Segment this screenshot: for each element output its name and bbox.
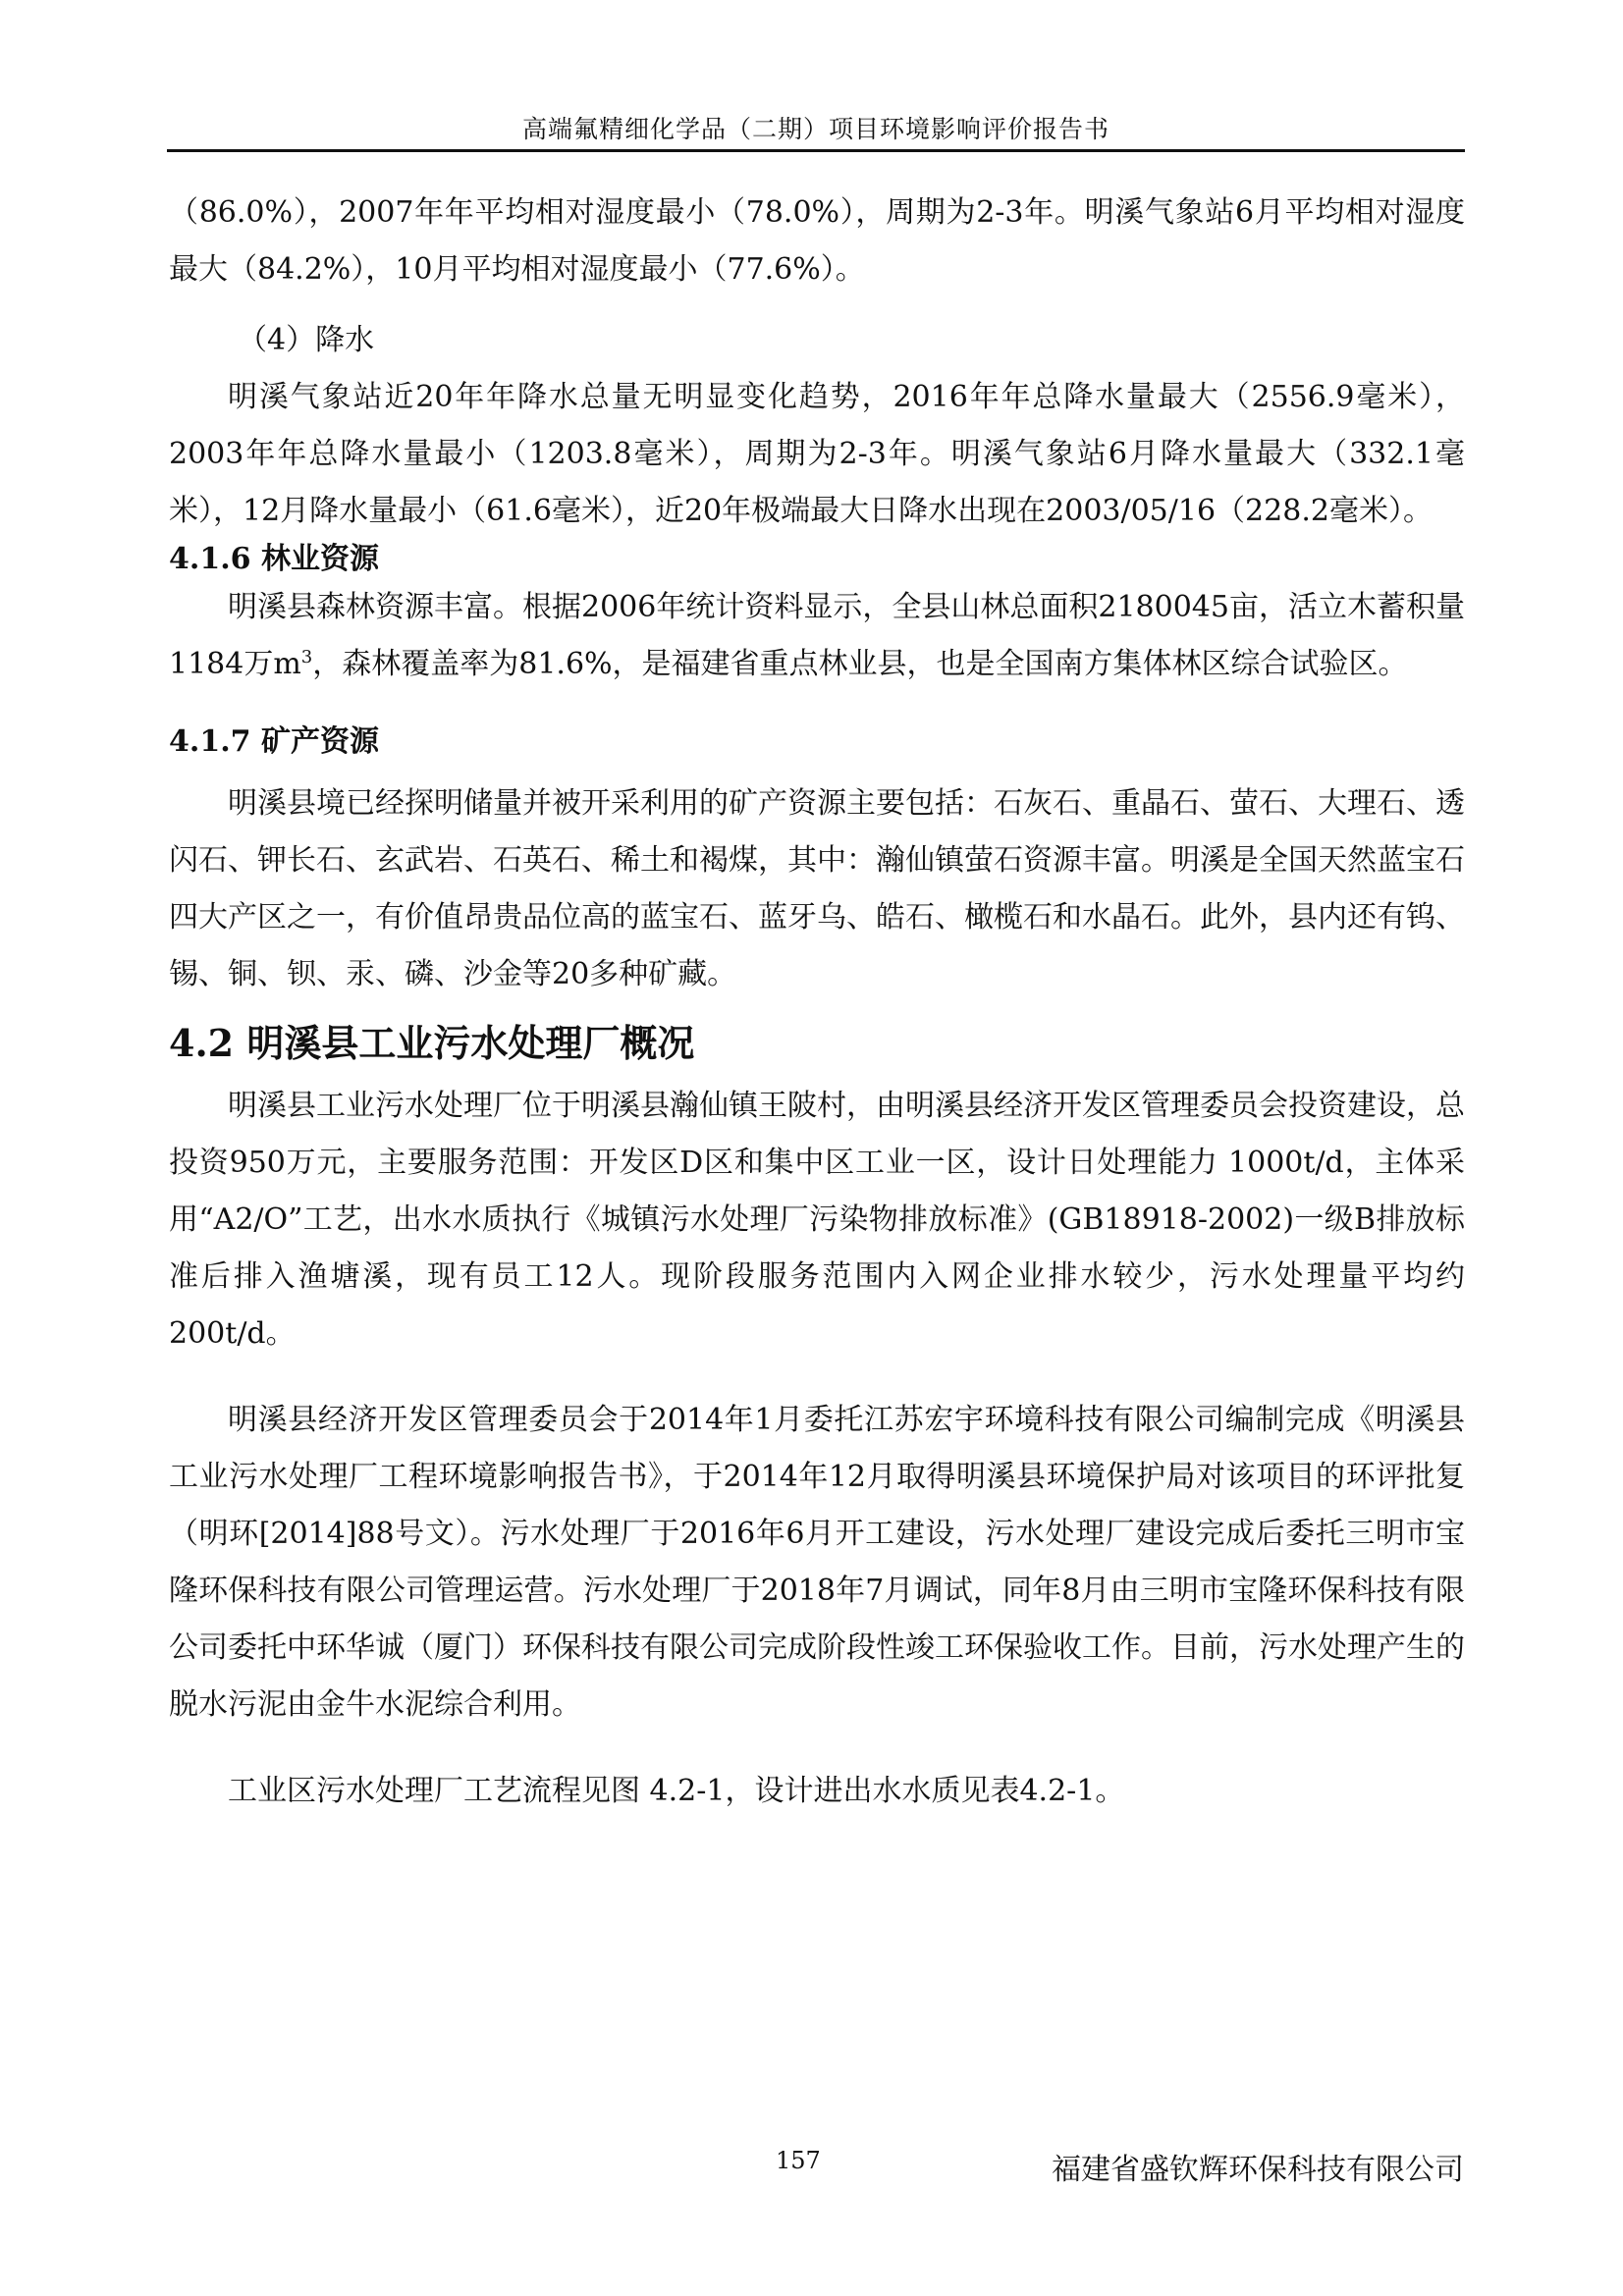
item-precipitation-heading: （4）降水 (238, 323, 375, 357)
paragraph-humidity: （86.0%），2007年年平均相对湿度最小（78.0%），周期为2-3年。明溪气象站6月平均相对湿度最大（84.2%），10月平均相对湿度最小（77.6%）。 (169, 195, 1465, 287)
page-header-title: 高端氟精细化学品（二期）项目环境影响评价报告书 (521, 115, 1109, 143)
forestry-text-part-2: ，森林覆盖率为81.6%，是福建省重点林业县，也是全国南方集体林区综合试验区。 (312, 647, 1408, 681)
section-heading-4-1-7: 4.1.7 矿产资源 (169, 724, 379, 759)
page-number: 157 (776, 2147, 821, 2174)
header-divider (167, 149, 1465, 152)
forestry-text-part-1: 明溪县森林资源丰富。根据2006年统计资料显示，全县山林总面积2180045亩，活立木蓄积量1184万m (169, 590, 1465, 681)
paragraph-forestry (169, 579, 1465, 693)
paragraph-process-reference: 工业区污水处理厂工艺流程见图 4.2-1，设计进出水水质见表4.2-1。 (228, 1774, 1125, 1808)
section-heading-4-2: 4.2 明溪县工业污水处理厂概况 (169, 1021, 695, 1065)
paragraph-minerals: 明溪县境已经探明储量并被开采利用的矿产资源主要包括：石灰石、重晶石、萤石、大理石、透闪石、钾长石、玄武岩、石英石、稀土和褐煤，其中：瀚仙镇萤石资源丰富。明溪是全国天然蓝宝石四大产区之一，有价值昂贵品位高的蓝宝石、蓝牙乌、皓石、橄榄石和水晶石。此外，县内还有钨、锡、铜、钡、汞、磷、沙金等20多种矿藏。 (169, 786, 1465, 991)
footer-company: 福建省盛钦辉环保科技有限公司 (1052, 2153, 1464, 2187)
forestry-superscript: 3 (300, 647, 313, 667)
document-body (169, 185, 1465, 1820)
paragraph-precipitation: 明溪气象站近20年年降水总量无明显变化趋势，2016年年总降水量最大（2556.9毫米），2003年年总降水量最小（1203.8毫米），周期为2-3年。明溪气象站6月降水量最大（332.1毫米），12月降水量最小（61.6毫米），近20年极端最大日降水出现在2003/05/16（228.2毫米）。 (169, 380, 1465, 528)
section-heading-4-1-6: 4.1.6 林业资源 (169, 542, 379, 576)
paragraph-wastewater-plant-history: 明溪县经济开发区管理委员会于2014年1月委托江苏宏宇环境科技有限公司编制完成《明溪县工业污水处理厂工程环境影响报告书》，于2014年12月取得明溪县环境保护局对该项目的环评批复（明环[2014]88号文）。污水处理厂于2016年6月开工建设，污水处理厂建设完成后委托三明市宝隆环保科技有限公司管理运营。污水处理厂于2018年7月调试，同年8月由三明市宝隆环保科技有限公司委托中环华诚（厦门）环保科技有限公司完成阶段性竣工环保验收工作。目前，污水处理产生的脱水污泥由金牛水泥综合利用。 (169, 1403, 1465, 1722)
paragraph-wastewater-plant-overview: 明溪县工业污水处理厂位于明溪县瀚仙镇王陂村，由明溪县经济开发区管理委员会投资建设，总投资950万元，主要服务范围：开发区D区和集中区工业一区，设计日处理能力 1000t/d，主体采用“A2/O”工艺，出水水质执行《城镇污水处理厂污染物排放标准》(GB18918-2002)一级B排放标准后排入渔塘溪，现有员工12人。现阶段服务范围内入网企业排水较少，污水处理量平均约200t/d。 (169, 1089, 1465, 1351)
